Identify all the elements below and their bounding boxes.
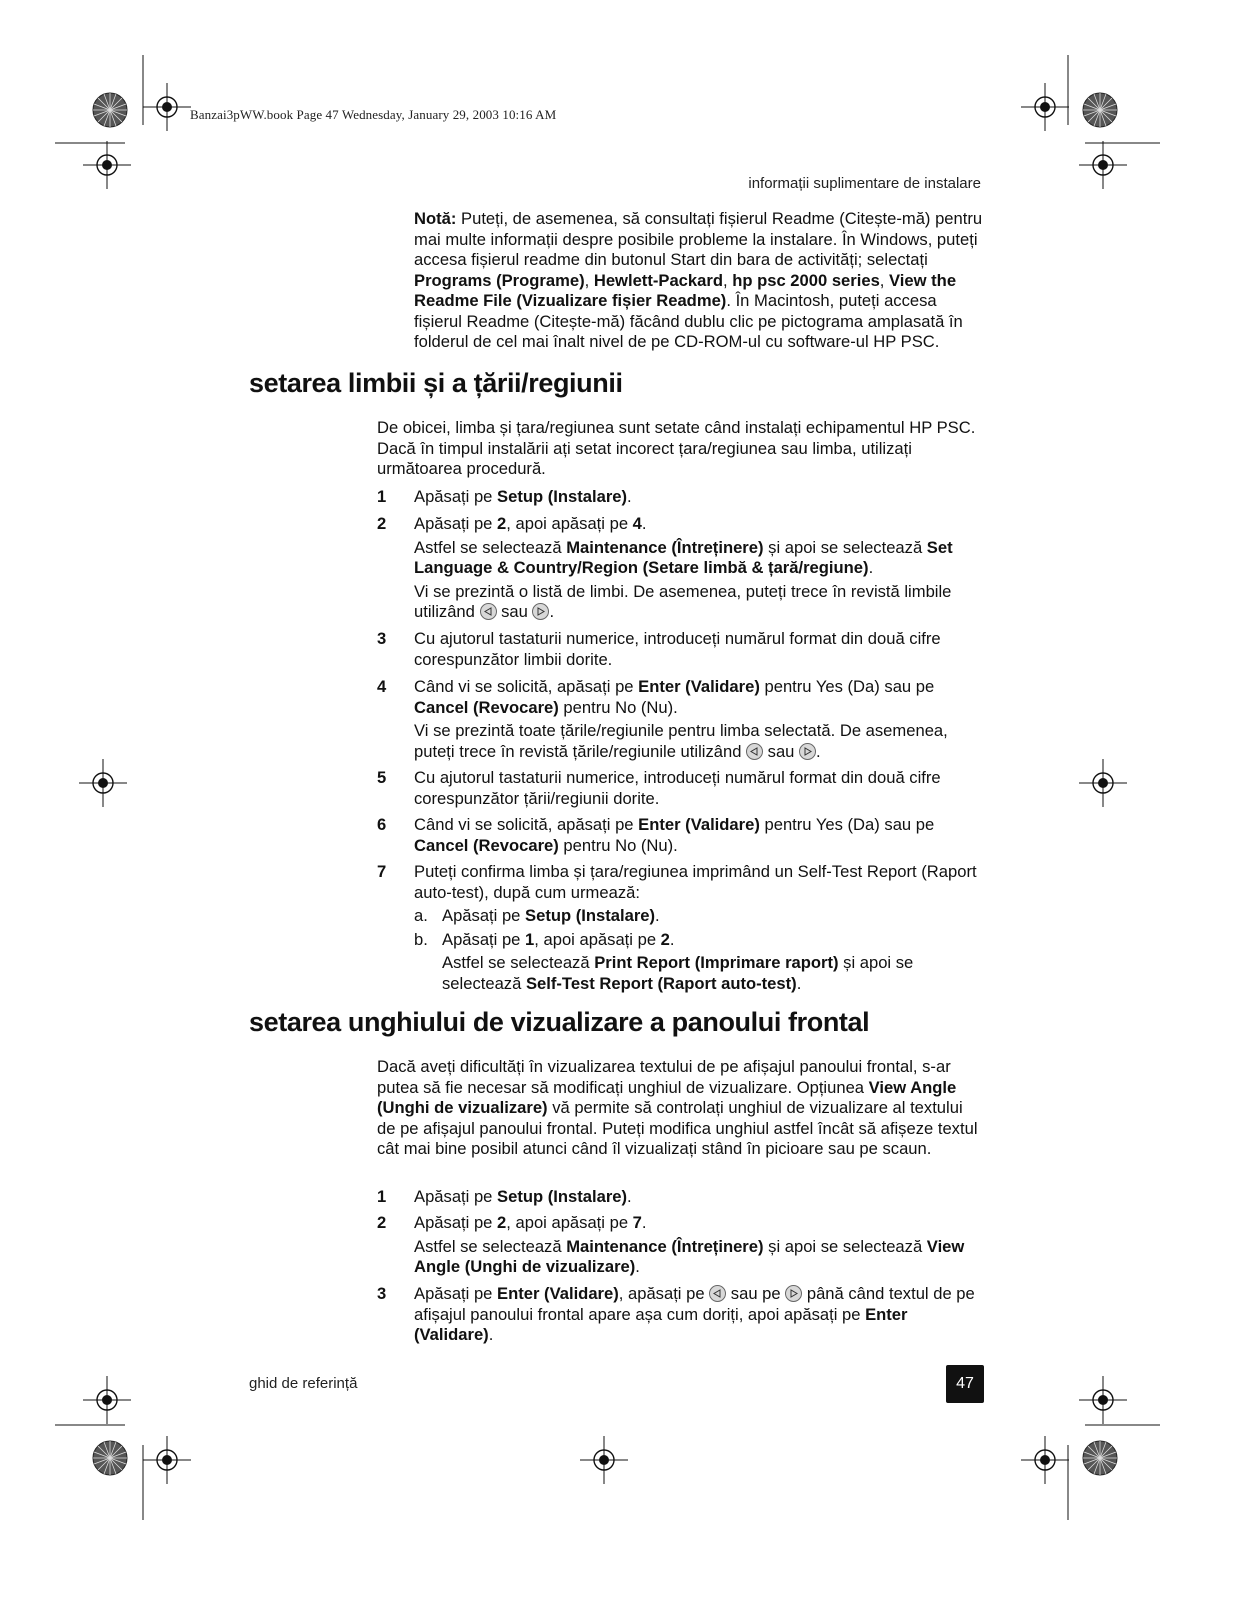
list-item: 6 Când vi se solicită, apăsați pe Enter (Validare) pentru Yes (Da) sau pe Cancel (Revocare) pentru No (Nu).: [377, 815, 935, 855]
list-item: 5 Cu ajutorul tastaturii numerice, introduceți numărul format din două cifre corespunzător țării/regiunii dorite.: [377, 768, 941, 808]
section1-intro: De obicei, limba și țara/regiunea sunt setate când instalați echipamentul HP PSC. Dacă în timpul instalării ați setat incorect țara/regiunea sau limba, utilizați următoarea procedură.: [377, 418, 976, 478]
left-arrow-button-icon: [709, 1285, 726, 1302]
left-arrow-button-icon: [480, 603, 497, 620]
list-item: 3 Apăsați pe Enter (Validare), apăsați pe sau pe până când textul de pe afișajul panoului frontal apare așa cum doriți, apoi apăsați pe Enter (Validare).: [377, 1284, 975, 1344]
list-item: 1 Apăsați pe Setup (Instalare).: [377, 1187, 632, 1206]
running-head: informații suplimentare de instalare: [748, 175, 981, 192]
section-heading-language: setarea limbii și a țării/regiunii: [249, 368, 623, 398]
footer-text: ghid de referință: [249, 1375, 358, 1392]
right-arrow-button-icon: [799, 743, 816, 760]
left-arrow-button-icon: [746, 743, 763, 760]
right-arrow-button-icon: [785, 1285, 802, 1302]
list-item: 2 Apăsați pe 2, apoi apăsați pe 7. Astfel se selectează Maintenance (Întreținere) și apoi se selectează View Angle (Unghi de vizualizare).: [377, 1213, 965, 1276]
list-item: 3 Cu ajutorul tastaturii numerice, introduceți numărul format din două cifre corespunzător limbii dorite.: [377, 629, 941, 669]
section2-intro: Dacă aveți dificultăți în vizualizarea textului de pe afișajul panoului frontal, s-ar putea să fie necesar să modificați unghiul de vizualizare. Opțiunea View Angle (Unghi de vizualizare) vă permite să controlați unghiul de vizualizare al textului de pe afișajul panoului frontal. Puteți modifica unghiul astfel încât să afișeze textul cât mai bine posibil atunci când îl vizualizați stând în picioare sau pe scaun.: [377, 1057, 978, 1158]
page-number: 47: [946, 1365, 984, 1403]
section-heading-view-angle: setarea unghiului de vizualizare a panoului frontal: [249, 1007, 870, 1037]
list-item: 1 Apăsați pe Setup (Instalare).: [377, 487, 632, 506]
list-item: 4 Când vi se solicită, apăsați pe Enter (Validare) pentru Yes (Da) sau pe Cancel (Revocare) pentru No (Nu). Vi se prezintă toate țările/regiunile pentru limba selectată. De asemenea, puteți trece în revistă țările/regiunile utilizând sau .: [377, 677, 948, 761]
book-header: Banzai3pWW.book Page 47 Wednesday, January 29, 2003 10:16 AM: [190, 107, 557, 122]
right-arrow-button-icon: [532, 603, 549, 620]
list-item: 7 Puteți confirma limba și țara/regiunea imprimând un Self-Test Report (Raport auto-test), după cum urmează: a. Apăsați pe Setup (Instalare). b. Apăsați pe 1, apoi apăsați pe 2. Astfel se selectează Print Report (Imprimare raport) și apoi se selectează Self-Test Report (Raport auto-test).: [377, 862, 977, 993]
note-label: Notă:: [414, 209, 457, 228]
list-item: 2 Apăsați pe 2, apoi apăsați pe 4. Astfel se selectează Maintenance (Întreținere) și apoi se selectează Set Language & Country/Region (Setare limbă & țară/regiune). Vi se prezintă o listă de limbi. De asemenea, puteți trece în revistă limbile utilizând sau .: [377, 514, 953, 621]
note-paragraph: Notă: Puteți, de asemenea, să consultați fișierul Readme (Citește-mă) pentru mai multe informații despre posibile probleme la instalare. În Windows, puteți accesa fișierul readme din butonul Start din bara de activități; selectați Programs (Programe), Hewlett-Packard, hp psc 2000 series, View the Readme File (Vizualizare fișier Readme). În Macintosh, puteți accesa fișierul Readme (Citește-mă) făcând dublu clic pe pictograma amplasată în folderul de cel mai înalt nivel de pe CD-ROM-ul cu software-ul HP PSC.: [414, 209, 983, 351]
